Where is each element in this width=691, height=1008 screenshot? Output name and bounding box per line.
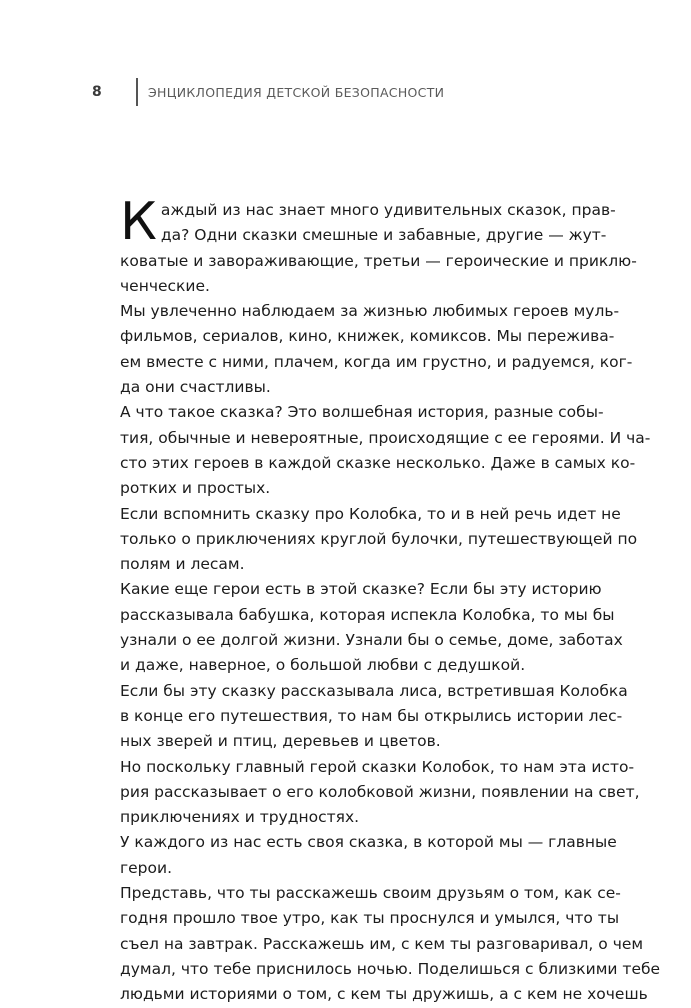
text-line: Но поскольку главный герой сказки Колобок, то нам эта исто- [120, 757, 635, 776]
text-line: А что такое сказка? Это волшебная история, разные собы- [120, 403, 604, 422]
body-text [120, 192, 661, 1008]
text-line: ем вместе с ними, плачем, когда им грустно, и радуемся, ког- [120, 352, 633, 371]
text-line: Если вспомнить сказку про Колобка, то и в ней речь идет не [120, 504, 621, 523]
text-line: ченческие. [120, 276, 210, 295]
paragraph [120, 400, 651, 501]
text-line: только о приключениях круглой булочки, путешествующей по [120, 529, 638, 548]
paragraph [120, 299, 633, 400]
text-line: фильмов, сериалов, кино, книжек, комиксов. Мы пережива- [120, 327, 615, 346]
text-line: тия, обычные и невероятные, происходящие с ее героями. И ча- [120, 428, 651, 447]
text-line: рассказывала бабушка, которая испекла Колобка, то мы бы [120, 605, 615, 624]
running-header [92, 78, 612, 106]
text-line: аждый из нас знает много удивительных сказок, прав- [160, 201, 616, 219]
running-title: ЭНЦИКЛОПЕДИЯ ДЕТСКОЙ БЕЗОПАСНОСТИ [148, 85, 445, 100]
paragraph [120, 830, 617, 881]
text-line: да? Одни сказки смешные и забавные, другие — жут- [160, 226, 607, 245]
text-line: Представь, что ты расскажешь своим друзьям о том, как се- [120, 884, 621, 903]
drop-cap: К [120, 192, 157, 252]
page-number: 8 [92, 84, 102, 100]
paragraph [120, 881, 661, 1007]
text-line: да они счастливы. [120, 378, 271, 397]
text-line: У каждого из нас есть своя сказка, в которой мы — главные [120, 833, 617, 852]
paragraph [120, 679, 628, 755]
text-line: полям и лесам. [120, 555, 245, 574]
text-line: приключениях и трудностях. [120, 808, 360, 827]
text-line: герои. [120, 858, 173, 877]
text-line: узнали о ее долгой жизни. Узнали бы о семье, доме, заботах [120, 631, 623, 650]
text-line: Какие еще герои есть в этой сказке? Если бы эту историю [120, 580, 602, 599]
paragraph [120, 755, 640, 831]
text-line: годня прошло твое утро, как ты проснулся и умылся, что ты [120, 909, 620, 928]
text-line: Если бы эту сказку рассказывала лиса, встретившая Колобка [120, 681, 628, 700]
text-line: и даже, наверное, о большой любви с дедушкой. [120, 656, 526, 675]
text-line: ных зверей и птиц, деревьев и цветов. [120, 732, 441, 751]
text-line: сто этих героев в каждой сказке несколько. Даже в самых ко- [120, 453, 636, 472]
text-line: думал, что тебе приснилось ночью. Поделишься с близкими тебе [120, 959, 661, 978]
text-line: рия рассказывает о его колобковой жизни, появлении на свет, [120, 782, 640, 801]
paragraph [120, 192, 637, 299]
text-line: коватые и завораживающие, третьи — героические и приклю- [120, 251, 637, 270]
text-line: в конце его путешествия, то нам бы открылись истории лес- [120, 706, 623, 725]
text-line: Мы увлеченно наблюдаем за жизнью любимых героев муль- [120, 302, 620, 321]
text-line: людьми историями о том, с кем ты дружишь, а с кем не хочешь [120, 985, 648, 1004]
paragraph [120, 502, 638, 578]
header-divider [136, 78, 138, 106]
paragraph [120, 577, 623, 678]
text-line: съел на завтрак. Расскажешь им, с кем ты разговаривал, о чем [120, 934, 644, 953]
text-line: ротких и простых. [120, 479, 271, 498]
